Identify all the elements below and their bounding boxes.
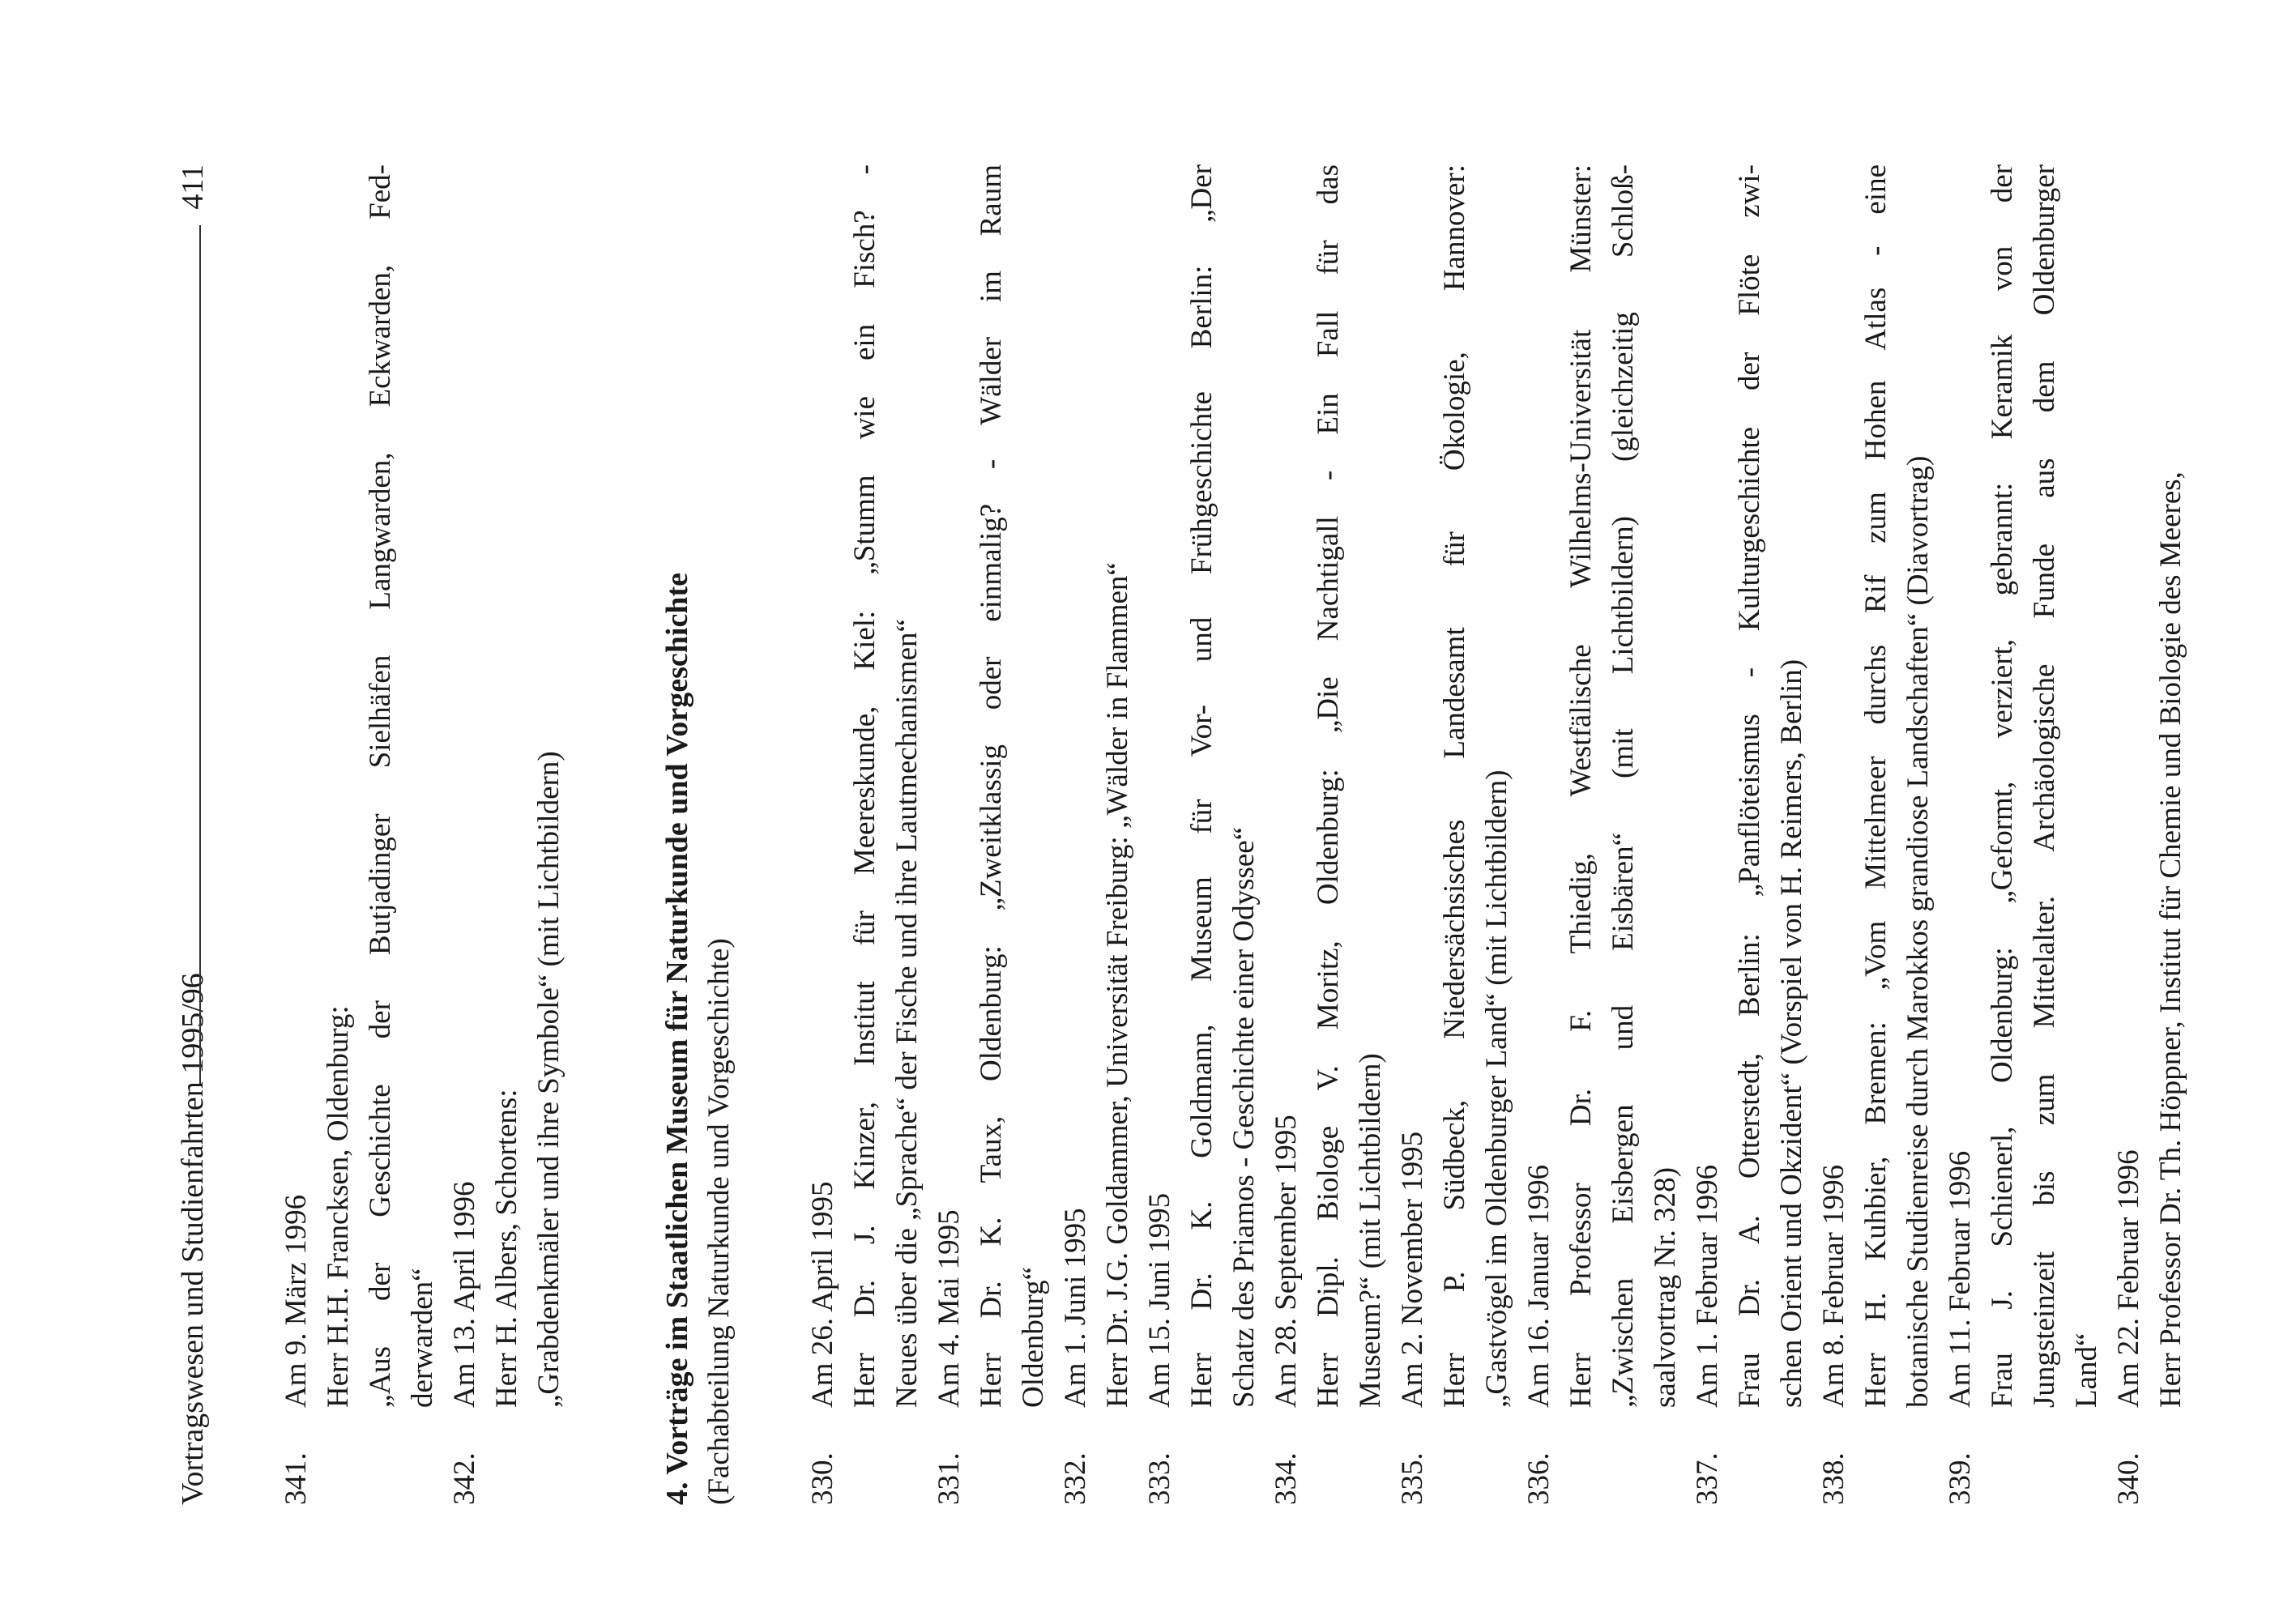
entry-date: Am 16. Januar 1996 <box>1522 1164 1556 1408</box>
entry-number: 340. <box>2112 1452 2145 1505</box>
entry-text: Museum?“ (mit Lichtbildern) <box>1354 1053 1387 1408</box>
entry-text: Frau J. Schienerl, Oldenburg: „Geformt, verziert, gebrannt: Keramik von der <box>1986 164 2019 1408</box>
museum-lecture-list <box>802 164 2192 1505</box>
entry-text: „Zwischen Eisbergen und Eisbären“ (mit Lichtbildern) (gleichzeitig Schloß- <box>1607 164 1640 1408</box>
section-subtitle: (Fachabteilung Naturkunde und Vorgeschichte) <box>702 938 736 1505</box>
lecture-entry <box>928 164 1055 1505</box>
entry-speaker: Herr H. Albers, Schortens: <box>490 1089 523 1408</box>
entry-text: Herr Dr. J. Kinzer, Institut für Meereskunde, Kiel: „Stumm wie ein Fisch? - <box>848 164 881 1408</box>
entry-number: 334. <box>1270 1452 1303 1505</box>
entry-date: Am 1. Februar 1996 <box>1691 1164 1724 1408</box>
entry-body <box>1687 164 1813 1408</box>
running-title: Vortragswesen und Studienfahrten 1995/96 <box>176 973 210 1505</box>
entry-text: Schatz des Priamos - Geschichte einer Odyssee“ <box>1227 826 1261 1408</box>
entry-text: Herr Professor Dr. Th. Höppner, Institut für Chemie und Biologie des Meeres, <box>2154 471 2187 1408</box>
lecture-entry <box>1139 164 1265 1505</box>
lecture-entry <box>2108 164 2192 1505</box>
entry-date: Am 28. September 1995 <box>1270 1115 1303 1408</box>
entry-body <box>1940 164 2108 1408</box>
entry-text: botanische Studienreise durch Marokkos grandiose Landschaften“ (Diavortrag) <box>1901 455 1935 1408</box>
lecture-entry <box>1813 164 1940 1505</box>
entry-number: 336. <box>1522 1452 1556 1505</box>
entry-number: 333. <box>1143 1452 1176 1505</box>
lecture-entry <box>1687 164 1813 1505</box>
lecture-entry <box>802 164 928 1505</box>
entry-title-cont: derwarden“ <box>406 1268 439 1408</box>
entry-body <box>1392 164 1518 1408</box>
entry-body <box>928 164 1055 1408</box>
entry-body <box>444 164 570 1408</box>
entry-number: 335. <box>1396 1452 1429 1505</box>
rotated-book-page <box>172 164 2246 1505</box>
entry-text: saalvortrag Nr. 328) <box>1649 1167 1682 1408</box>
entry-text: Herr Dr. K. Goldmann, Museum für Vor- und Frühgeschichte Berlin: „Der <box>1185 164 1218 1408</box>
section-title: 4. Vorträge im Staatlichen Museum für Naturkunde und Vorgeschichte <box>660 573 694 1505</box>
lecture-entry <box>1392 164 1518 1505</box>
entry-body <box>275 164 444 1408</box>
entry-date: Am 13. April 1996 <box>448 1181 481 1408</box>
running-head <box>172 164 214 1505</box>
entry-body <box>1518 164 1687 1408</box>
lecture-list-continued <box>275 164 570 1505</box>
entry-date: Am 22. Februar 1996 <box>2112 1149 2145 1408</box>
lecture-entry <box>444 164 570 1505</box>
entry-number: 342. <box>448 1452 481 1505</box>
entry-date: Am 26. April 1995 <box>806 1181 839 1408</box>
entry-text: Herr P. Südbeck, Niedersächsisches Landesamt für Ökologie, Hannover: <box>1438 164 1471 1408</box>
lecture-entry <box>275 164 444 1505</box>
entry-speaker: Herr H.H. Francksen, Oldenburg: <box>322 1005 355 1408</box>
entry-text: Herr H. Kuhbier, Bremen: „Vom Mittelmeer durchs Rif zum Hohen Atlas - eine <box>1859 164 1893 1408</box>
entry-date: Am 11. Februar 1996 <box>1944 1150 1977 1408</box>
page-number: 411 <box>176 164 210 210</box>
lecture-entry <box>1055 164 1139 1505</box>
lecture-entry <box>1518 164 1687 1505</box>
entry-body <box>1139 164 1265 1408</box>
entry-body <box>802 164 928 1408</box>
entry-text: Herr Dipl. Biologe V. Moritz, Oldenburg: „Die Nachtigall - Ein Fall für das <box>1312 164 1345 1408</box>
entry-text: Land“ <box>2070 1332 2103 1408</box>
entry-number: 339. <box>1944 1452 1977 1505</box>
entry-body <box>1265 164 1392 1408</box>
entry-text: „Gastvögel im Oldenburger Land“ (mit Lichtbildern) <box>1480 770 1513 1408</box>
entry-text: Oldenburg“ <box>1017 1267 1050 1408</box>
entry-body <box>1813 164 1940 1408</box>
entry-text: schen Orient und Okzident“ (Vorspiel von H. Reimers, Berlin) <box>1775 659 1808 1408</box>
entry-date: Am 2. November 1995 <box>1396 1131 1429 1408</box>
entry-text: Herr Dr. J.G. Goldammer, Universität Freiburg: „Wälder in Flammen“ <box>1101 562 1134 1408</box>
entry-date: Am 15. Juni 1995 <box>1143 1192 1176 1408</box>
entry-number: 338. <box>1817 1452 1850 1505</box>
entry-number: 331. <box>932 1452 966 1505</box>
entry-number: 341. <box>280 1452 313 1505</box>
entry-date: Am 1. Juni 1995 <box>1059 1208 1092 1408</box>
lecture-entry <box>1940 164 2108 1505</box>
entry-text: Neues über die „Sprache“ der Fische und ihre Lautmechanismen“ <box>890 619 924 1408</box>
entry-date: Am 4. Mai 1995 <box>932 1209 966 1408</box>
entry-text: Jungsteinzeit bis zum Mittelalter. Archäologische Funde aus dem Oldenburger <box>2028 164 2061 1408</box>
entry-date: Am 9. März 1996 <box>280 1194 313 1408</box>
entry-text: Herr Dr. K. Taux, Oldenburg: „Zweitklassig oder einmalig? - Wälder im Raum <box>975 164 1008 1408</box>
entry-text: Herr Professor Dr. F. Thiedig, Westfälische Wilhelms-Universität Münster: <box>1564 164 1598 1408</box>
entry-text: Frau Dr. A. Otterstedt, Berlin: „Panflöteismus - Kulturgeschichte der Flöte zwi- <box>1733 164 1766 1408</box>
header-rule <box>199 225 201 1084</box>
entry-date: Am 8. Februar 1996 <box>1817 1164 1850 1408</box>
entry-body <box>2108 164 2192 1408</box>
entry-number: 337. <box>1691 1452 1724 1505</box>
entry-number: 330. <box>806 1452 839 1505</box>
lecture-entry <box>1265 164 1392 1505</box>
section-heading <box>656 164 740 1505</box>
entry-body <box>1055 164 1139 1408</box>
entry-number: 332. <box>1059 1452 1092 1505</box>
entry-title: „Grabdenkmäler und ihre Symbole“ (mit Lichtbildern) <box>532 751 565 1408</box>
entry-title: „Aus der Geschichte der Butjadinger Sielhäfen Langwarden, Eckwarden, Fed- <box>364 164 397 1408</box>
